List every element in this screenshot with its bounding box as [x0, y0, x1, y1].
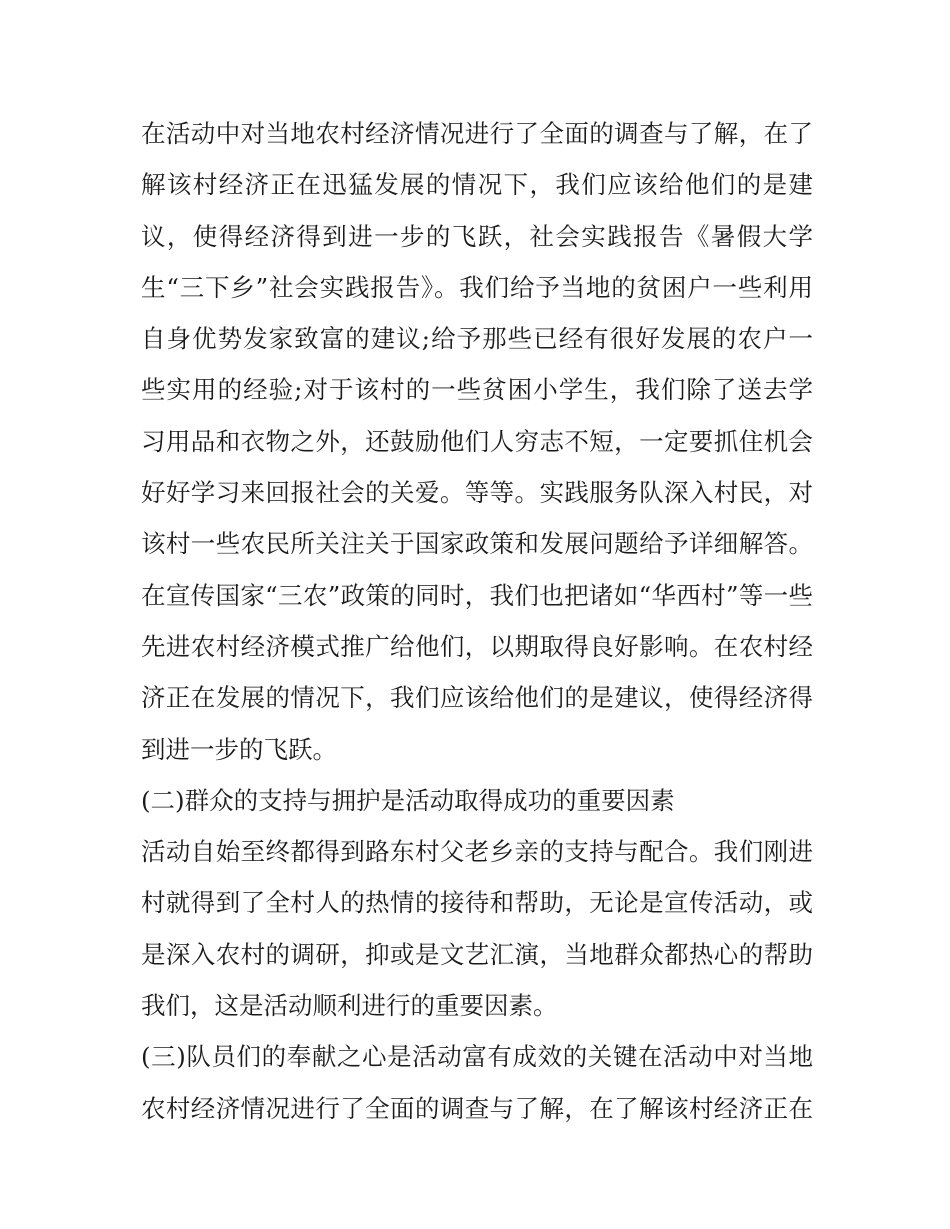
- text-line: 我们，这是活动顺利进行的重要因素。: [141, 991, 558, 1021]
- section-heading-3: (三)队员们的奉献之心是活动富有成效的关键在活动中对当地: [141, 1042, 813, 1072]
- text-line: 农村经济情况进行了全面的调查与了解，在了解该村经济正在: [141, 1093, 813, 1123]
- text-line: 活动自始至终都得到路东村父老乡亲的支持与配合。我们刚进: [141, 837, 813, 867]
- text-line: 些实用的经验;对于该村的一些贫困小学生，我们除了送去学: [141, 375, 813, 405]
- text-line: 习用品和衣物之外，还鼓励他们人穷志不短，一定要抓住机会: [141, 426, 813, 456]
- text-line: 在活动中对当地农村经济情况进行了全面的调查与了解，在了: [141, 119, 813, 148]
- text-line: 先进农村经济模式推广给他们，以期取得良好影响。在农村经: [141, 631, 813, 661]
- document-body: [141, 108, 813, 1134]
- text-line: 村就得到了全村人的热情的接待和帮助，无论是宣传活动，或: [141, 888, 813, 918]
- text-line: 在宣传国家“三农”政策的同时，我们也把诸如“华西村”等一些: [141, 580, 813, 610]
- text-line: 济正在发展的情况下，我们应该给他们的是建议，使得经济得: [141, 683, 813, 713]
- text-line: 生“三下乡”社会实践报告》。我们给予当地的贫困户一些利用: [141, 272, 813, 302]
- text-line: 到进一步的飞跃。: [141, 734, 337, 764]
- text-line: 该村一些农民所关注关于国家政策和发展问题给予详细解答。: [141, 529, 813, 559]
- section-heading-2: (二)群众的支持与拥护是活动取得成功的重要因素: [141, 785, 675, 815]
- text-line: 好好学习来回报社会的关爱。等等。实践服务队深入村民，对: [141, 478, 813, 508]
- text-line: 解该村经济正在迅猛发展的情况下，我们应该给他们的是建: [141, 170, 813, 200]
- text-line: 是深入农村的调研，抑或是文艺汇演，当地群众都热心的帮助: [141, 939, 813, 969]
- text-line: 自身优势发家致富的建议;给予那些已经有很好发展的农户一: [141, 324, 813, 354]
- text-line: 议，使得经济得到进一步的飞跃，社会实践报告《暑假大学: [141, 221, 813, 251]
